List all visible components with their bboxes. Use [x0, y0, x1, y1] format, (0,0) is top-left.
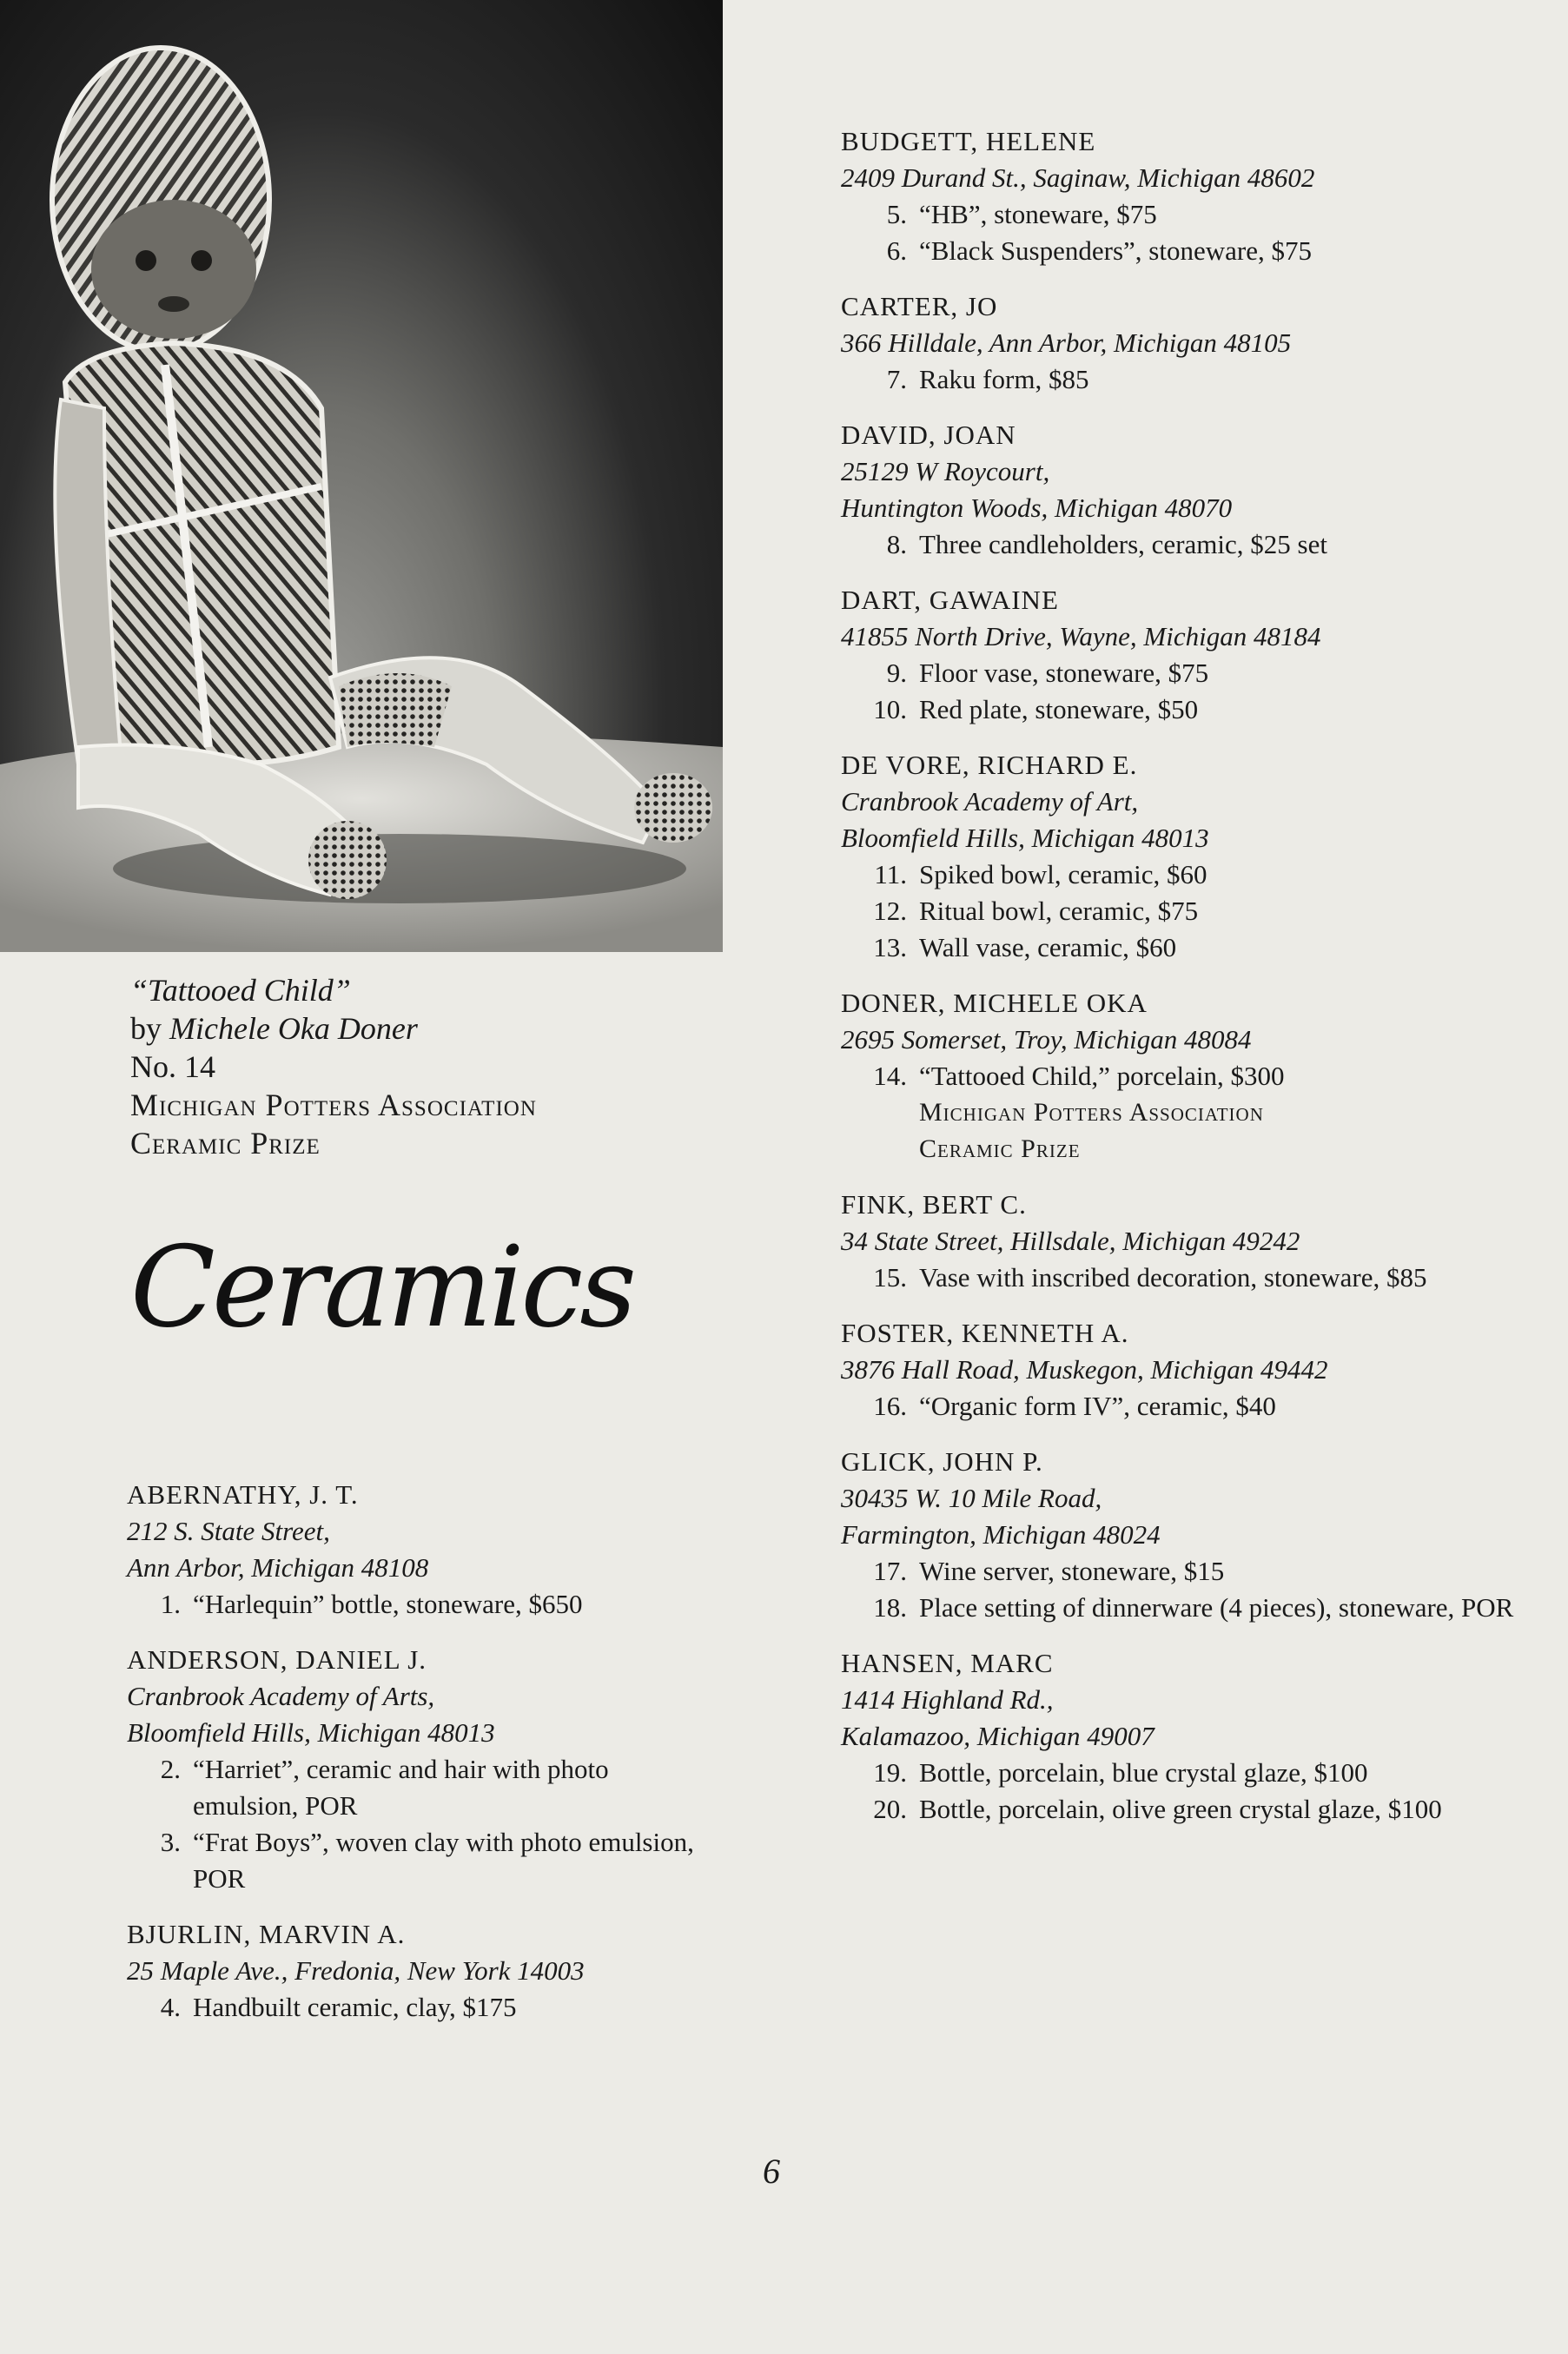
artwork-item — [841, 1058, 1527, 1167]
artist-address: 41855 North Drive, Wayne, Michigan 48184 — [841, 621, 1321, 651]
item-description — [919, 1260, 1427, 1296]
sculpture-photo — [0, 0, 723, 952]
item-text: Place setting of dinnerware (4 pieces), stoneware, POR — [919, 1592, 1514, 1623]
artist-entry — [127, 1477, 718, 1623]
artist-address: 25 Maple Ave., Fredonia, New York 14003 — [127, 1955, 585, 1986]
item-description — [919, 526, 1327, 563]
item-number: 10. — [873, 694, 907, 724]
item-description — [919, 929, 1176, 966]
artist-name: HANSEN, MARC — [841, 1648, 1054, 1678]
artist-entry — [841, 1315, 1527, 1425]
item-description — [193, 1751, 718, 1824]
item-number: 7. — [886, 364, 907, 394]
artist-name: BUDGETT, HELENE — [841, 126, 1096, 156]
item-number: 14. — [873, 1061, 907, 1091]
item-description — [919, 361, 1088, 398]
item-number: 4. — [160, 1992, 181, 2022]
artist-entry — [841, 123, 1527, 269]
item-number: 3. — [160, 1827, 181, 1857]
artwork-item — [841, 856, 1527, 893]
artist-name: ABERNATHY, J. T. — [127, 1479, 359, 1510]
artist-name: DE VORE, RICHARD E. — [841, 750, 1138, 780]
item-description — [919, 856, 1207, 893]
item-prize-line: Michigan Potters Association — [919, 1098, 1264, 1127]
item-number: 1. — [160, 1589, 181, 1619]
item-text: “Tattooed Child,” porcelain, $300 — [919, 1061, 1285, 1091]
item-number: 19. — [873, 1757, 907, 1788]
item-text: “Harriet”, ceramic and hair with photo emulsion, POR — [193, 1754, 609, 1821]
artwork-item — [841, 1553, 1527, 1590]
artist-address: 2409 Durand St., Saginaw, Michigan 48602 — [841, 162, 1315, 193]
artist-address: Ann Arbor, Michigan 48108 — [127, 1552, 429, 1583]
item-description — [193, 1989, 516, 2026]
artwork-item — [841, 1791, 1527, 1828]
item-number: 11. — [874, 859, 907, 889]
page-number: 6 — [763, 2152, 780, 2191]
photo-caption — [130, 971, 686, 1162]
item-number: 13. — [873, 932, 907, 962]
artwork-item — [841, 655, 1527, 691]
item-text: Raku form, $85 — [919, 364, 1089, 394]
item-text: Handbuilt ceramic, clay, $175 — [193, 1992, 517, 2022]
artwork-item — [841, 526, 1527, 563]
item-number: 15. — [873, 1262, 907, 1293]
item-text: “HB”, stoneware, $75 — [919, 199, 1157, 229]
artist-address: Bloomfield Hills, Michigan 48013 — [841, 823, 1209, 853]
item-number: 2. — [160, 1754, 181, 1784]
caption-by-prefix: by — [130, 1011, 169, 1046]
item-number: 18. — [873, 1592, 907, 1623]
item-description — [919, 1388, 1276, 1425]
artist-entry — [841, 582, 1527, 728]
artwork-item — [841, 1260, 1527, 1296]
artist-address: Huntington Woods, Michigan 48070 — [841, 493, 1233, 523]
artist-address: Farmington, Michigan 48024 — [841, 1519, 1161, 1550]
item-description — [919, 233, 1312, 269]
artist-name: ANDERSON, DANIEL J. — [127, 1644, 427, 1675]
artist-address: Cranbrook Academy of Art, — [841, 786, 1139, 817]
item-text: Spiked bowl, ceramic, $60 — [919, 859, 1207, 889]
item-number: 16. — [873, 1391, 907, 1421]
item-description — [193, 1824, 718, 1897]
artist-entry — [841, 747, 1527, 966]
artist-address: Bloomfield Hills, Michigan 48013 — [127, 1717, 495, 1748]
caption-prize-line1: Michigan Potters Association — [130, 1088, 537, 1122]
item-description — [919, 196, 1157, 233]
artist-address: 1414 Highland Rd., — [841, 1684, 1054, 1715]
artist-entry — [127, 1916, 718, 2026]
artist-address: 25129 W Roycourt, — [841, 456, 1050, 486]
artist-address: 30435 W. 10 Mile Road, — [841, 1483, 1102, 1513]
item-description — [919, 1058, 1285, 1167]
artist-name: DAVID, JOAN — [841, 420, 1016, 450]
artist-entry — [841, 1187, 1527, 1296]
item-text: “Organic form IV”, ceramic, $40 — [919, 1391, 1276, 1421]
item-number: 9. — [886, 658, 907, 688]
artwork-item — [127, 1824, 718, 1897]
item-description — [919, 893, 1198, 929]
item-description — [919, 1553, 1224, 1590]
artist-address: 366 Hilldale, Ann Arbor, Michigan 48105 — [841, 327, 1292, 358]
item-description — [193, 1586, 583, 1623]
caption-prize-line2: Ceramic Prize — [130, 1126, 321, 1160]
item-text: “Harlequin” bottle, stoneware, $650 — [193, 1589, 583, 1619]
artwork-item — [841, 929, 1527, 966]
artwork-item — [127, 1989, 718, 2026]
section-heading: Ceramics — [130, 1223, 633, 1352]
item-description — [919, 655, 1208, 691]
item-text: “Black Suspenders”, stoneware, $75 — [919, 235, 1312, 266]
artist-entry — [127, 1642, 718, 1897]
artist-entry — [841, 1645, 1527, 1828]
item-text: Three candleholders, ceramic, $25 set — [919, 529, 1327, 559]
artist-address: Kalamazoo, Michigan 49007 — [841, 1721, 1154, 1751]
item-text: Bottle, porcelain, blue crystal glaze, $100 — [919, 1757, 1368, 1788]
item-text: Wine server, stoneware, $15 — [919, 1556, 1225, 1586]
artist-address: 3876 Hall Road, Muskegon, Michigan 49442 — [841, 1354, 1328, 1385]
artwork-item — [127, 1751, 718, 1824]
artist-entry — [841, 1444, 1527, 1626]
artwork-item — [841, 361, 1527, 398]
item-description — [919, 1755, 1368, 1791]
artist-entry — [841, 417, 1527, 563]
artist-name: DART, GAWAINE — [841, 585, 1059, 615]
caption-number: No. 14 — [130, 1049, 215, 1084]
item-text: Floor vase, stoneware, $75 — [919, 658, 1209, 688]
artist-entry — [841, 288, 1527, 398]
artwork-item — [841, 233, 1527, 269]
item-number: 6. — [886, 235, 907, 266]
item-text: Bottle, porcelain, olive green crystal glaze, $100 — [919, 1794, 1442, 1824]
artist-name: GLICK, JOHN P. — [841, 1446, 1043, 1477]
item-text: “Frat Boys”, woven clay with photo emulsion, POR — [193, 1827, 694, 1894]
artwork-item — [127, 1586, 718, 1623]
item-prize-line: Ceramic Prize — [919, 1134, 1081, 1163]
artwork-item — [841, 196, 1527, 233]
caption-title: “Tattooed Child” — [130, 973, 351, 1008]
item-description — [919, 691, 1198, 728]
artist-name: CARTER, JO — [841, 291, 998, 321]
artist-name: FINK, BERT C. — [841, 1189, 1027, 1220]
item-description — [919, 1791, 1442, 1828]
item-number: 17. — [873, 1556, 907, 1586]
left-column-entries — [127, 1477, 718, 2045]
item-text: Ritual bowl, ceramic, $75 — [919, 896, 1199, 926]
artist-name: BJURLIN, MARVIN A. — [127, 1919, 406, 1949]
artist-name: DONER, MICHELE OKA — [841, 988, 1148, 1018]
artwork-item — [841, 1388, 1527, 1425]
caption-byline — [130, 1009, 686, 1048]
tattooed-child-sculpture-image — [0, 0, 723, 952]
artist-address: 2695 Somerset, Troy, Michigan 48084 — [841, 1024, 1252, 1055]
artist-address: 212 S. State Street, — [127, 1516, 330, 1546]
item-number: 8. — [886, 529, 907, 559]
item-text: Vase with inscribed decoration, stoneware, $85 — [919, 1262, 1427, 1293]
artwork-item — [841, 1755, 1527, 1791]
item-text: Wall vase, ceramic, $60 — [919, 932, 1177, 962]
caption-artist: Michele Oka Doner — [169, 1011, 418, 1046]
artwork-item — [841, 691, 1527, 728]
artwork-item — [841, 1590, 1527, 1626]
artwork-item — [841, 893, 1527, 929]
artist-name: FOSTER, KENNETH A. — [841, 1318, 1129, 1348]
item-text: Red plate, stoneware, $50 — [919, 694, 1199, 724]
right-column-entries — [841, 123, 1527, 1847]
item-number: 12. — [873, 896, 907, 926]
artist-entry — [841, 985, 1527, 1167]
artist-address: 34 State Street, Hillsdale, Michigan 49242 — [841, 1226, 1300, 1256]
item-number: 5. — [886, 199, 907, 229]
item-description — [919, 1590, 1513, 1626]
item-number: 20. — [873, 1794, 907, 1824]
artist-address: Cranbrook Academy of Arts, — [127, 1681, 435, 1711]
